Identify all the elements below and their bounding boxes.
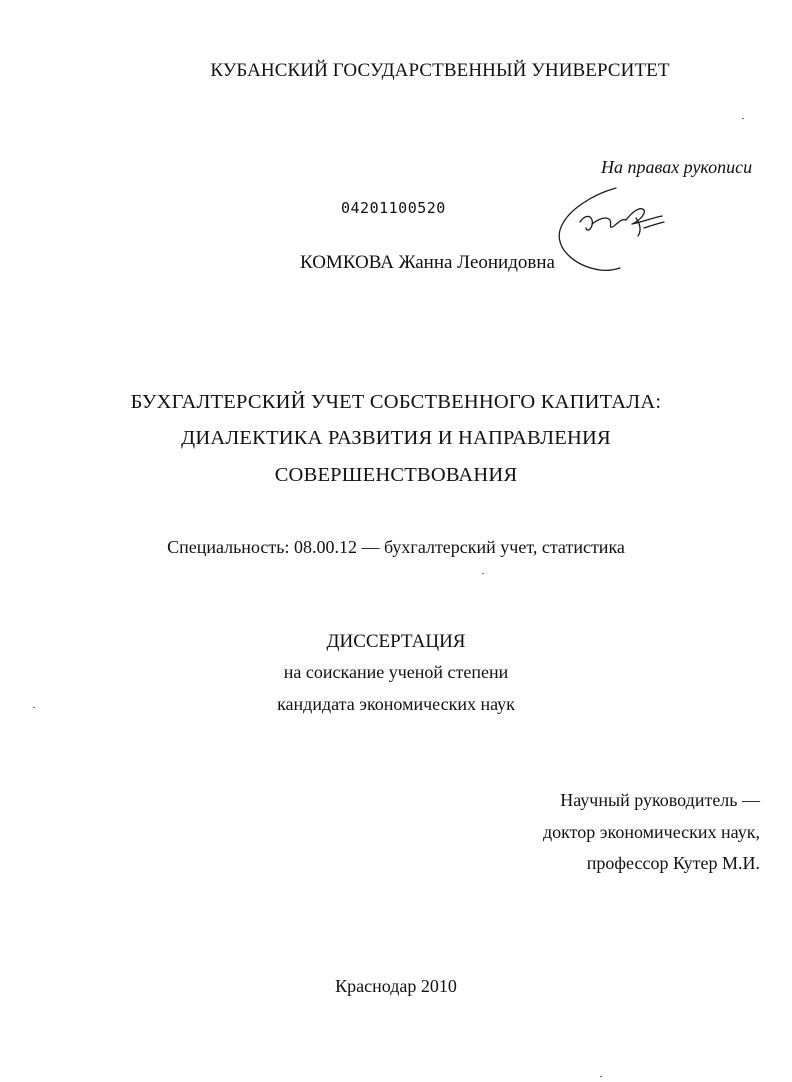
supervisor-line: доктор экономических наук, — [543, 822, 760, 842]
author-name: КОМКОВА Жанна Леонидовна — [300, 252, 555, 273]
registry-number: 04201100520 — [341, 199, 446, 217]
degree-line: кандидата экономических наук — [277, 694, 515, 714]
scan-speck — [482, 573, 484, 574]
university-name: КУБАНСКИЙ ГОСУДАРСТВЕННЫЙ УНИВЕРСИТЕТ — [210, 60, 670, 81]
scan-speck — [742, 118, 744, 119]
degree-line: на соискание ученой степени — [283, 662, 509, 682]
title-line: СОВЕРШЕНСТВОВАНИЯ — [274, 464, 518, 486]
title-line: ДИАЛЕКТИКА РАЗВИТИЯ И НАПРАВЛЕНИЯ — [181, 427, 611, 449]
manuscript-rights-note: На правах рукописи — [601, 157, 753, 177]
city-year: Краснодар 2010 — [335, 976, 457, 996]
specialty: Специальность: 08.00.12 — бухгалтерский учет, статистика — [167, 537, 625, 557]
scan-speck — [33, 707, 35, 708]
scan-speck — [600, 1076, 602, 1077]
supervisor-line: Научный руководитель — — [560, 790, 760, 810]
work-type-heading: ДИССЕРТАЦИЯ — [326, 631, 466, 652]
handwritten-signature — [552, 178, 672, 278]
title-line: БУХГАЛТЕРСКИЙ УЧЕТ СОБСТВЕННОГО КАПИТАЛА: — [130, 391, 662, 413]
supervisor-line: профессор Кутер М.И. — [586, 853, 760, 873]
